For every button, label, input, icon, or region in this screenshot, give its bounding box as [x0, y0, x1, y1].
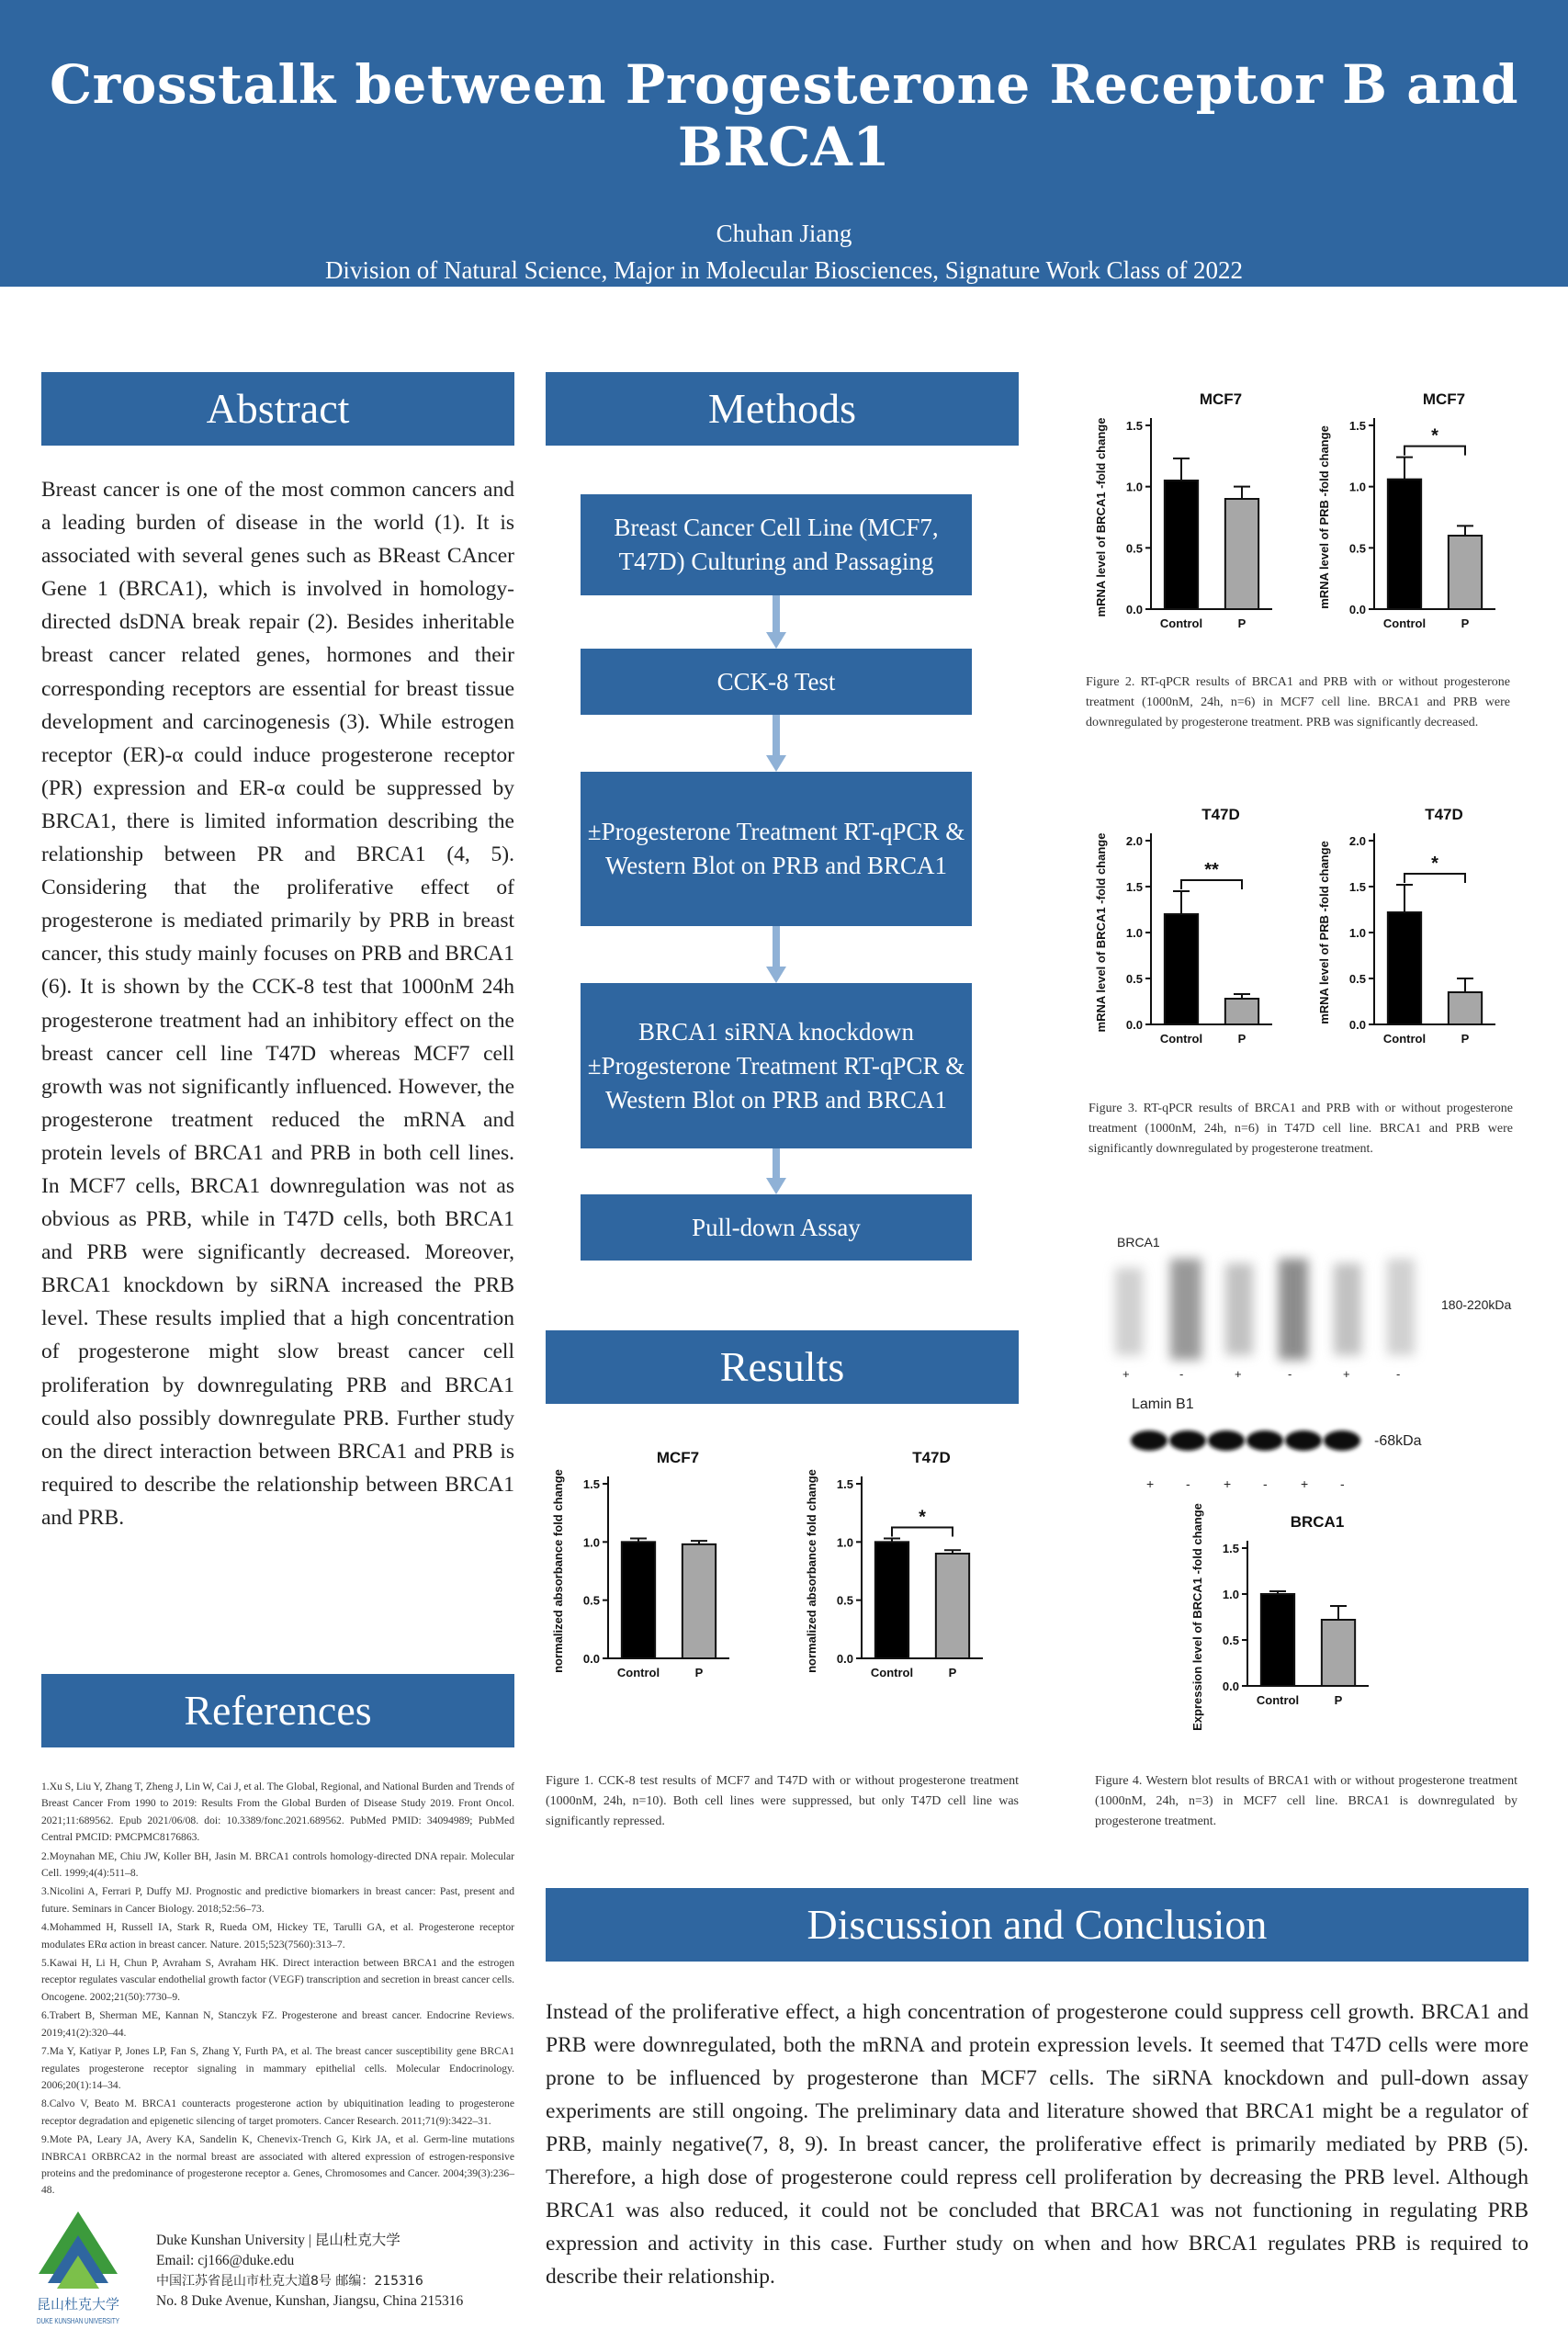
reference-item: 6.Trabert B, Sherman ME, Kannan N, Stanczyk FZ. Progesterone and breast cancer. Endocrine Reviews. 2019;41(2):320–44.	[41, 2009, 514, 2039]
contact-info	[156, 2231, 463, 2312]
chart-svg	[1185, 1503, 1405, 1736]
y-tick-label: 1.5	[582, 1477, 600, 1491]
reference-item: 2.Moynahan ME, Chiu JW, Koller BH, Jasin M. BRCA1 controls homology-directed DNA repair. Molecular Cell. 1999;4(4):511–8.	[41, 1849, 514, 1880]
x-tick-label: Control	[1159, 616, 1203, 630]
contact-university: Duke Kunshan University | 昆山杜克大学	[156, 2233, 400, 2248]
lane-sign: +	[1146, 1476, 1155, 1491]
references-list	[41, 1779, 514, 2201]
x-tick-label: P	[1461, 616, 1470, 630]
bar-p	[1449, 992, 1482, 1024]
x-tick-label: Control	[1256, 1693, 1300, 1707]
y-tick-label: 1.5	[1222, 1542, 1239, 1555]
y-tick-label: 0.5	[836, 1593, 853, 1608]
y-tick-label: 1.0	[1348, 926, 1366, 940]
bar-control	[1388, 480, 1421, 609]
bar-p	[1225, 999, 1258, 1024]
logo-text-cn: 昆山杜克大学	[36, 2296, 120, 2312]
lane-sign: +	[1224, 1476, 1232, 1491]
y-tick-label: 2.0	[1125, 834, 1143, 848]
blot-size-brca1: 180-220kDa	[1441, 1297, 1512, 1312]
significance-marker: *	[1431, 425, 1438, 447]
contact-address-cn: 中国江苏省昆山市杜克大道8号 邮编：215316	[156, 2274, 423, 2289]
poster-title: Crosstalk between Progesterone Receptor B and BRCA1	[49, 53, 1519, 178]
chart-fig3-brca1	[1089, 799, 1309, 1075]
y-tick-label: 0.5	[1125, 541, 1143, 556]
x-tick-label: Control	[1382, 1032, 1427, 1046]
bar-p	[1225, 499, 1258, 609]
chart-svg	[1312, 384, 1532, 660]
method-step-pulldown: Pull-down Assay	[581, 1194, 972, 1261]
figure4-caption: Figure 4. Western blot results of BRCA1 with or without progesterone treatment (1000nM, 24h, n=3) in MCF7 cell line. BRCA1 is downregulated by progesterone treatment.	[1095, 1774, 1517, 1828]
abstract-heading: Abstract	[41, 372, 514, 446]
y-tick-label: 1.5	[1348, 419, 1366, 433]
figure2-caption: Figure 2. RT-qPCR results of BRCA1 and PRB with or without progesterone treatment (1000nM, 24h, n=6) in MCF7 cell line. BRCA1 and PRB were downregulated by progesterone treatment. PRB was significantly decreased.	[1086, 675, 1510, 729]
x-tick-label: Control	[616, 1666, 660, 1679]
bar-p	[682, 1544, 716, 1658]
chart-title: MCF7	[1199, 390, 1243, 408]
y-tick-label: 0.0	[1348, 1018, 1366, 1032]
reference-item: 3.Nicolini A, Ferrari P, Duffy MJ. Prognostic and predictive biomarkers in breast cancer: Past, present and future. Seminars in Cancer Biology. 2018;52:56–73.	[41, 1885, 514, 1915]
chart-fig1-mcf7	[546, 1442, 766, 1709]
y-tick-label: 1.0	[1125, 480, 1143, 494]
chart-fig1-t47d	[799, 1442, 1020, 1709]
results-heading: Results	[546, 1330, 1019, 1404]
bar-p	[936, 1554, 969, 1658]
reference-item: 8.Calvo V, Beato M. BRCA1 counteracts progesterone action by ubiquitination leading to progesterone receptor degradation and epigenetic silencing of target promoters. Cancer Research. 2011;71(9):3422–31.	[41, 2098, 514, 2127]
affiliation: Division of Natural Science, Major in Molecular Biosciences, Signature Work Class of 2022	[324, 256, 1244, 284]
chart-svg	[1312, 799, 1532, 1075]
significance-marker: *	[919, 1507, 926, 1528]
methods-heading: Methods	[546, 372, 1019, 446]
x-tick-label: P	[1461, 1032, 1470, 1046]
figure3-caption: Figure 3. RT-qPCR results of BRCA1 and PRB with or without progesterone treatment (1000nM, 24h, n=6) in T47D cell line. BRCA1 and PRB were significantly downregulated by progesterone treatment.	[1089, 1102, 1513, 1156]
author-name: Chuhan Jiang	[716, 220, 852, 247]
y-tick-label: 1.5	[1348, 880, 1366, 894]
discussion-text: Instead of the proliferative effect, a high concentration of progesterone could suppress cell growth. BRCA1 and PRB were downregulated, both the mRNA and protein expression levels. It seemed that T47D cells were more prone to be influenced by progesterone than MCF7 cells. The siRNA knockdown and pull-down assay experiments are still ongoing. The preliminary data and literature showed that BRCA1 might be a regulator of PRB, mainly negative(7, 8, 9). In breast cancer, the proliferative effect is primarily mediated by PRB (5). Therefore, a high dose of progesterone could repress cell proliferation by decreasing the PRB level. Although BRCA1 was also reduced, it could not be concluded that BRCA1 was not functioning in regulating PRB expression and activity in this case. Further study on when and how BRCA1 regulates PRB is required to describe their relationship.	[546, 2000, 1529, 2289]
chart-svg	[1089, 384, 1309, 660]
arrow-down-icon	[766, 1148, 786, 1194]
y-tick-label: 0.0	[1125, 603, 1143, 616]
bar-control	[1165, 481, 1198, 609]
method-step-treatment: ±Progesterone Treatment RT-qPCR & Western Blot on PRB and BRCA1	[581, 772, 972, 926]
chart-title: MCF7	[656, 1449, 700, 1466]
bar-control	[1261, 1594, 1294, 1686]
x-tick-label: P	[694, 1666, 704, 1679]
figure1-caption: Figure 1. CCK-8 test results of MCF7 and T47D with or without progesterone treatment (1000nM, 24h, n=10). Both cell lines were suppressed, but only T47D cell line was significantly repressed.	[546, 1774, 1019, 1828]
bar-p	[1449, 536, 1482, 609]
y-tick-label: 1.0	[582, 1535, 600, 1550]
lane-sign: +	[1301, 1476, 1309, 1491]
y-tick-label: 1.0	[1348, 480, 1366, 494]
significance-bracket	[1404, 874, 1465, 883]
blot-bands-lamin	[1131, 1430, 1360, 1451]
y-tick-label: 0.0	[582, 1652, 600, 1666]
y-axis-label: mRNA level of PRB -fold change	[1317, 425, 1331, 609]
y-axis-label: normalized absorbance fold change	[551, 1469, 565, 1673]
x-tick-label: P	[1237, 616, 1247, 630]
y-axis-label: Expression level of BRCA1 -fold change	[1190, 1503, 1204, 1731]
lane-sign: -	[1288, 1367, 1292, 1381]
arrow-down-icon	[766, 926, 786, 983]
chart-svg	[546, 1442, 766, 1709]
reference-item: 1.Xu S, Liu Y, Zhang T, Zheng J, Lin W, Cai J, et al. The Global, Regional, and National Burden and Trends of Breast Cancer From 1990 to 2019: Results From the Global Burden of Disease Study 2019. Front Oncol. 2021;11:689562. Epub 2021/06/08. doi: 10.3389/fonc.2021.689562. PubMed PMID: 34094989; PubMed Central PMCID: PMCPMC8176863.	[41, 1781, 514, 1844]
blot-bands-brca1	[1115, 1259, 1415, 1360]
y-tick-label: 1.0	[836, 1535, 853, 1550]
lane-sign: -	[1340, 1476, 1345, 1491]
poster-header	[0, 0, 1568, 321]
method-step-cck8: CCK-8 Test	[581, 649, 972, 715]
y-tick-label: 0.0	[836, 1652, 853, 1666]
x-tick-label: Control	[870, 1666, 914, 1679]
arrow-down-icon	[766, 715, 786, 772]
significance-bracket	[1181, 880, 1242, 889]
y-axis-label: mRNA level of BRCA1 -fold change	[1094, 417, 1108, 617]
y-tick-label: 0.0	[1348, 603, 1366, 616]
chart-title: T47D	[1201, 806, 1240, 823]
lane-sign: -	[1396, 1367, 1401, 1381]
logo-text-en: DUKE KUNSHAN UNIVERSITY	[37, 2317, 120, 2325]
chart-fig4-brca1	[1185, 1503, 1405, 1736]
bar-control	[622, 1542, 655, 1658]
contact-email[interactable]: Email: cj166@duke.edu	[156, 2253, 295, 2268]
y-tick-label: 0.0	[1222, 1679, 1239, 1693]
y-tick-label: 1.5	[836, 1477, 853, 1491]
supervisor: Supervised by Dr. Anastasia Tsigkou	[601, 293, 967, 321]
significance-marker: **	[1204, 860, 1219, 880]
abstract-text: Breast cancer is one of the most common cancers and a leading burden of disease in the world (1). It is associated with several genes such as BReast CAncer Gene 1 (BRCA1), which is involved in homology-directed dsDNA break repair (2). Besides inheritable breast cancer related genes, hormones and their corresponding receptors are essential for breast tissue development and carcinogenesis (3). While estrogen receptor (ER)-α could induce progesterone receptor (PR) expression and ER-α could be suppressed by BRCA1, there is limited information describing the relationship between PR and BRCA1 (4, 5). Considering that the proliferative effect of progesterone is mediated primarily by PRB in breast cancer, this study mainly focuses on PRB and BRCA1 (6). It is shown by the CCK-8 test that 1000nM 24h progesterone treatment had an inhibitory effect on the breast cancer cell line T47D whereas MCF7 cell growth was not significantly influenced. However, the progesterone treatment reduced the mRNA and protein levels of BRCA1 and PRB in both cell lines. In MCF7 cells, BRCA1 downregulation was not as obvious as PRB, while in T47D cells, both BRCA1 and PRB were significantly decreased. Moreover, BRCA1 knockdown by siRNA increased the PRB level. These results implied that a high concentration of progesterone might slow breast cancer cell proliferation by downregulating PRB and BRCA1 could also possibly downregulate PRB. Further study on the direct interaction between BRCA1 and PRB is required to describe the relationship between BRCA1 and PRB.	[41, 478, 514, 1530]
x-tick-label: P	[1334, 1693, 1343, 1707]
y-tick-label: 2.0	[1348, 834, 1366, 848]
lane-sign: +	[1343, 1367, 1350, 1381]
arrow-down-icon	[766, 595, 786, 649]
reference-item: 7.Ma Y, Katiyar P, Jones LP, Fan S, Zhang Y, Furth PA, et al. The breast cancer susceptibility gene BRCA1 regulates progesterone receptor signaling in mammary epithelial cells. Molecular Endocrinology. 2006;20(1):14–34.	[41, 2045, 514, 2091]
y-tick-label: 0.0	[1125, 1018, 1143, 1032]
x-tick-label: P	[1237, 1032, 1247, 1046]
y-axis-label: mRNA level of BRCA1 -fold change	[1094, 832, 1108, 1033]
significance-bracket	[1404, 447, 1465, 456]
y-tick-label: 0.5	[582, 1593, 600, 1608]
method-step-knockdown: BRCA1 siRNA knockdown ±Progesterone Treatment RT-qPCR & Western Blot on PRB and BRCA1	[581, 983, 972, 1148]
lane-sign: -	[1179, 1367, 1184, 1381]
bar-p	[1322, 1620, 1355, 1686]
blot-size-lamin: -68kDa	[1374, 1433, 1422, 1449]
x-tick-label: Control	[1159, 1032, 1203, 1046]
reference-item: 9.Mote PA, Leary JA, Avery KA, Sandelin K, Chenevix-Trench G, Kirk JA, et al. Germ-line mutations INBRCA1 ORBRCA2 in the normal breast are associated with altered expression of estrogen-responsive proteins and the predominance of progesterone receptor a. Genes, Chromosomes and Cancer. 2004;39(3):236–48.	[41, 2133, 514, 2197]
university-logo	[35, 2210, 122, 2338]
lane-sign: +	[1235, 1367, 1242, 1381]
lane-sign: -	[1263, 1476, 1268, 1491]
reference-item: 5.Kawai H, Li H, Chun P, Avraham S, Avraham HK. Direct interaction between BRCA1 and the estrogen receptor regulates vascular endothelial growth factor (VEGF) transcription and secretion in breast cancer cells. Oncogene. 2002;21(50):7730–9.	[41, 1957, 514, 2003]
y-tick-label: 0.5	[1222, 1634, 1239, 1647]
x-tick-label: Control	[1382, 616, 1427, 630]
y-axis-label: normalized absorbance fold change	[805, 1469, 818, 1673]
significance-marker: *	[1431, 854, 1438, 874]
chart-fig2-brca1	[1089, 384, 1309, 660]
y-tick-label: 1.5	[1125, 419, 1143, 433]
western-blot	[1099, 1231, 1530, 1507]
references-heading: References	[41, 1674, 514, 1747]
y-tick-label: 1.0	[1125, 926, 1143, 940]
reference-item: 4.Mohammed H, Russell IA, Stark R, Rueda OM, Hickey TE, Tarulli GA, et al. Progesterone receptor modulates ERα action in breast cancer. Nature. 2015;523(7560):313–7.	[41, 1921, 514, 1951]
chart-svg	[1089, 799, 1309, 1075]
blot-label-lamin: Lamin B1	[1132, 1396, 1194, 1412]
contact-address-en: No. 8 Duke Avenue, Kunshan, Jiangsu, China 215316	[156, 2293, 464, 2309]
bar-control	[1165, 914, 1198, 1024]
chart-fig3-prb	[1312, 799, 1532, 1075]
y-tick-label: 0.5	[1348, 541, 1366, 556]
y-tick-label: 0.5	[1348, 972, 1366, 986]
blot-label-brca1: BRCA1	[1117, 1235, 1160, 1250]
y-tick-label: 0.5	[1125, 972, 1143, 986]
chart-title: BRCA1	[1290, 1513, 1345, 1531]
chart-title: T47D	[1425, 806, 1463, 823]
y-tick-label: 1.0	[1222, 1588, 1239, 1601]
y-tick-label: 1.5	[1125, 880, 1143, 894]
chart-title: T47D	[912, 1449, 951, 1466]
lane-sign: -	[1186, 1476, 1190, 1491]
lane-sign: +	[1122, 1367, 1130, 1381]
y-axis-label: mRNA level of PRB -fold change	[1317, 841, 1331, 1024]
chart-fig2-prb	[1312, 384, 1532, 660]
discussion-heading: Discussion and Conclusion	[546, 1888, 1529, 1962]
bar-control	[875, 1542, 908, 1658]
x-tick-label: P	[948, 1666, 957, 1679]
significance-bracket	[892, 1528, 953, 1537]
chart-title: MCF7	[1422, 390, 1466, 408]
chart-svg	[799, 1442, 1020, 1709]
bar-control	[1388, 912, 1421, 1024]
method-step-culturing: Breast Cancer Cell Line (MCF7, T47D) Culturing and Passaging	[581, 494, 972, 595]
